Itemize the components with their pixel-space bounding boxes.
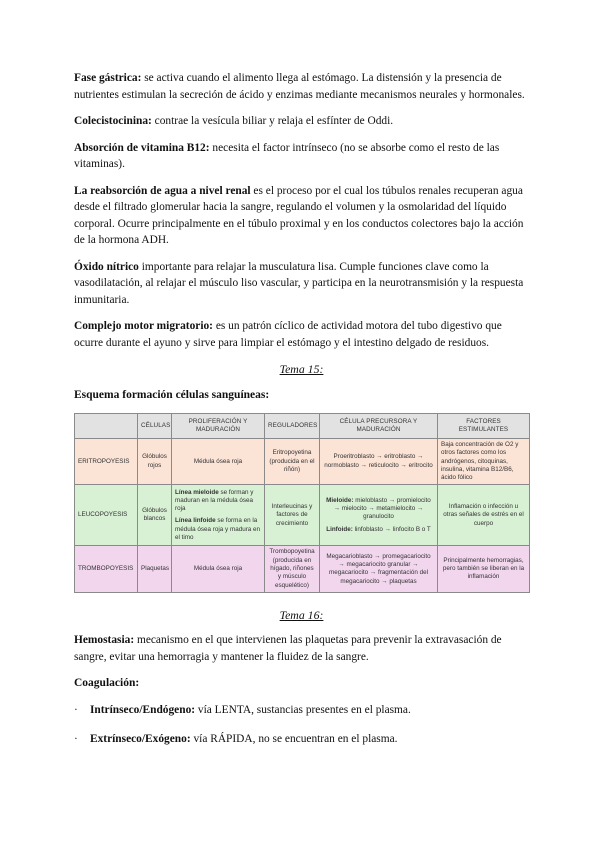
trombo-celulas: Plaquetas: [138, 546, 172, 592]
term-colecistocinina: Colecistocinina:: [74, 115, 152, 127]
leuco-prolif-linfoide-text: se forma en la médula ósea roja y madura en el timo: [175, 517, 261, 542]
trombo-regul: Trombopoyetina (producida en hígado, riñones y músculo esquelético): [265, 546, 320, 592]
list-item: [74, 731, 529, 748]
bullet-2: ·: [74, 733, 78, 746]
text-colecistocinina: contrae la vesícula biliar y relaja el esfínter de Oddi.: [151, 115, 394, 127]
term-fase-gastrica: Fase gástrica:: [74, 72, 142, 84]
leuco-linfoide-term: Linfoide:: [326, 525, 353, 533]
leuco-prolif-linfoide: [175, 517, 261, 542]
term-extrinseco: Extrínseco/Exógeno:: [90, 733, 191, 746]
term-vitamina-b12: Absorción de vitamina B12:: [74, 141, 210, 154]
term-reabsorcion: La reabsorción de agua a nivel renal: [74, 184, 251, 197]
eritro-celulas: Glóbulos rojos: [138, 439, 172, 485]
trombo-name: TROMBOPOYESIS: [75, 546, 138, 592]
document-page: [74, 70, 529, 761]
bullet-1: ·: [74, 703, 78, 716]
paragraph-fase-gastrica: [74, 70, 529, 103]
leuco-prolif: [172, 485, 265, 546]
text-reabsorcion: es el proceso por el cual los túbulos renales recuperan agua desde el filtrado glomerular hacia la sangre, regulando el volumen y la osmolaridad del líquido corporal. Ocurre principalmente en el túbulo proximal y en los conductos colectores bajo la acción de la hormona ADH.: [74, 184, 524, 246]
leuco-name: LEUCOPOYESIS: [75, 485, 138, 546]
paragraph-reabsorcion: [74, 183, 529, 249]
header-celulas: CÉLULAS: [138, 414, 172, 439]
coagulacion-title: Coagulación:: [74, 677, 140, 690]
leuco-prolif-mieloide: [175, 489, 261, 514]
term-oxido-nitrico: Óxido nítrico: [74, 260, 139, 273]
eritro-precursora: Proeritroblasto → eritroblasto → normoblasto → reticulocito → eritrocito: [320, 439, 438, 485]
leuco-mieloide-text: mieloblasto → promielocito → mielocito → metamielocito → granulocito: [333, 496, 431, 521]
tema-15-heading: Tema 15:: [279, 362, 324, 376]
trombo-factores: Principalmente hemorragias, pero también se liberan en la inflamación: [438, 546, 530, 592]
leuco-prolif-linfoide-term: Línea linfoide: [175, 517, 216, 525]
leuco-precursora: [320, 485, 438, 546]
table-row-eritropoyesis: [75, 439, 530, 485]
text-extrinseco: vía RÁPIDA, no se encuentran en el plasma.: [190, 733, 398, 746]
trombo-prolif: Médula ósea roja: [172, 546, 265, 592]
text-oxido-nitrico: importante para relajar la musculatura lisa. Cumple funciones clave como la vasodilatación, al relajar el músculo liso vascular, y participa en la neurotransmisión y la respuesta inmunitaria.: [74, 260, 524, 306]
list-item: [74, 702, 529, 719]
text-fase-gastrica: se activa cuando el alimento llega al estómago. La distensión y la presencia de nutrientes estimulan la secreción de ácido y enzimas mediante mecanismos neurales y hormonales.: [74, 72, 525, 101]
text-vitamina-b12: necesita el factor intrínseco (no se absorbe como el resto de las vitaminas).: [74, 141, 500, 170]
eritro-factores: Baja concentración de O2 y otros factores como los andrógenos, citoquinas, insulina, vitamina B12/B6, ácido fólico: [438, 439, 530, 485]
eritro-prolif: Médula ósea roja: [172, 439, 265, 485]
eritro-name: ERITROPOYESIS: [75, 439, 138, 485]
term-intrinseco: Intrínseco/Endógeno:: [90, 703, 196, 716]
text-intrinseco: vía LENTA, sustancias presentes en el plasma.: [195, 703, 411, 716]
paragraph-complejo-motor: [74, 318, 529, 351]
table-header-row: [75, 414, 530, 439]
coagulacion-list: [74, 702, 529, 748]
paragraph-vitamina-b12: [74, 140, 529, 173]
header-proliferacion: PROLIFERACIÓN Y MADURACIÓN: [172, 414, 265, 439]
trombo-precursora: Megacarioblasto → promegacariocito → megacariocito granular → megacariocito → fragmentación del megacariocito → plaquetas: [320, 546, 438, 592]
esquema-title: Esquema formación células sanguíneas:: [74, 388, 270, 401]
eritro-regul: Eritropoyetina (producida en el riñón): [265, 439, 320, 485]
text-hemostasia: mecanismo en el que intervienen las plaquetas para prevenir la extravasación de sangre, evitar una hemorragia y mantener la fluidez de la sangre.: [74, 634, 502, 663]
term-hemostasia: Hemostasia:: [74, 634, 135, 647]
text-complejo-motor: es un patrón cíclico de actividad motora del tubo digestivo que ocurre durante el ayuno y sirve para limpiar el estómago y el intestino delgado de residuos.: [74, 320, 502, 349]
header-precursora: CÉLULA PRECURSORA Y MADURACIÓN: [320, 414, 438, 439]
table-row-trombopoyesis: [75, 546, 530, 592]
leuco-prolif-mieloide-term: Línea mieloide: [175, 488, 219, 496]
leuco-mieloide-term: Mieloide:: [326, 496, 354, 504]
leuco-celulas: Glóbulos blancos: [138, 485, 172, 546]
blood-cell-table: [74, 413, 530, 593]
leuco-prolif-mieloide-text: se forman y maduran en la médula ósea roja: [175, 488, 254, 513]
paragraph-hemostasia: [74, 632, 529, 665]
leuco-factores: Inflamación o infección u otras señales de estrés en el cuerpo: [438, 485, 530, 546]
tema-16-heading: Tema 16:: [279, 607, 324, 622]
header-factores: FACTORES ESTIMULANTES: [438, 414, 530, 439]
paragraph-colecistocinina: [74, 113, 529, 130]
leuco-regul: Interleucinas y factores de crecimiento: [265, 485, 320, 546]
paragraph-oxido-nitrico: [74, 259, 529, 309]
table-row-leucopoyesis: [75, 485, 530, 546]
header-empty: [75, 414, 138, 439]
term-complejo-motor: Complejo motor migratorio:: [74, 320, 213, 332]
leuco-mieloide: [323, 497, 434, 522]
leuco-linfoide-text: linfoblasto → linfocito B o T: [352, 525, 431, 533]
leuco-linfoide: [323, 526, 434, 534]
header-reguladores: REGULADORES: [265, 414, 320, 439]
